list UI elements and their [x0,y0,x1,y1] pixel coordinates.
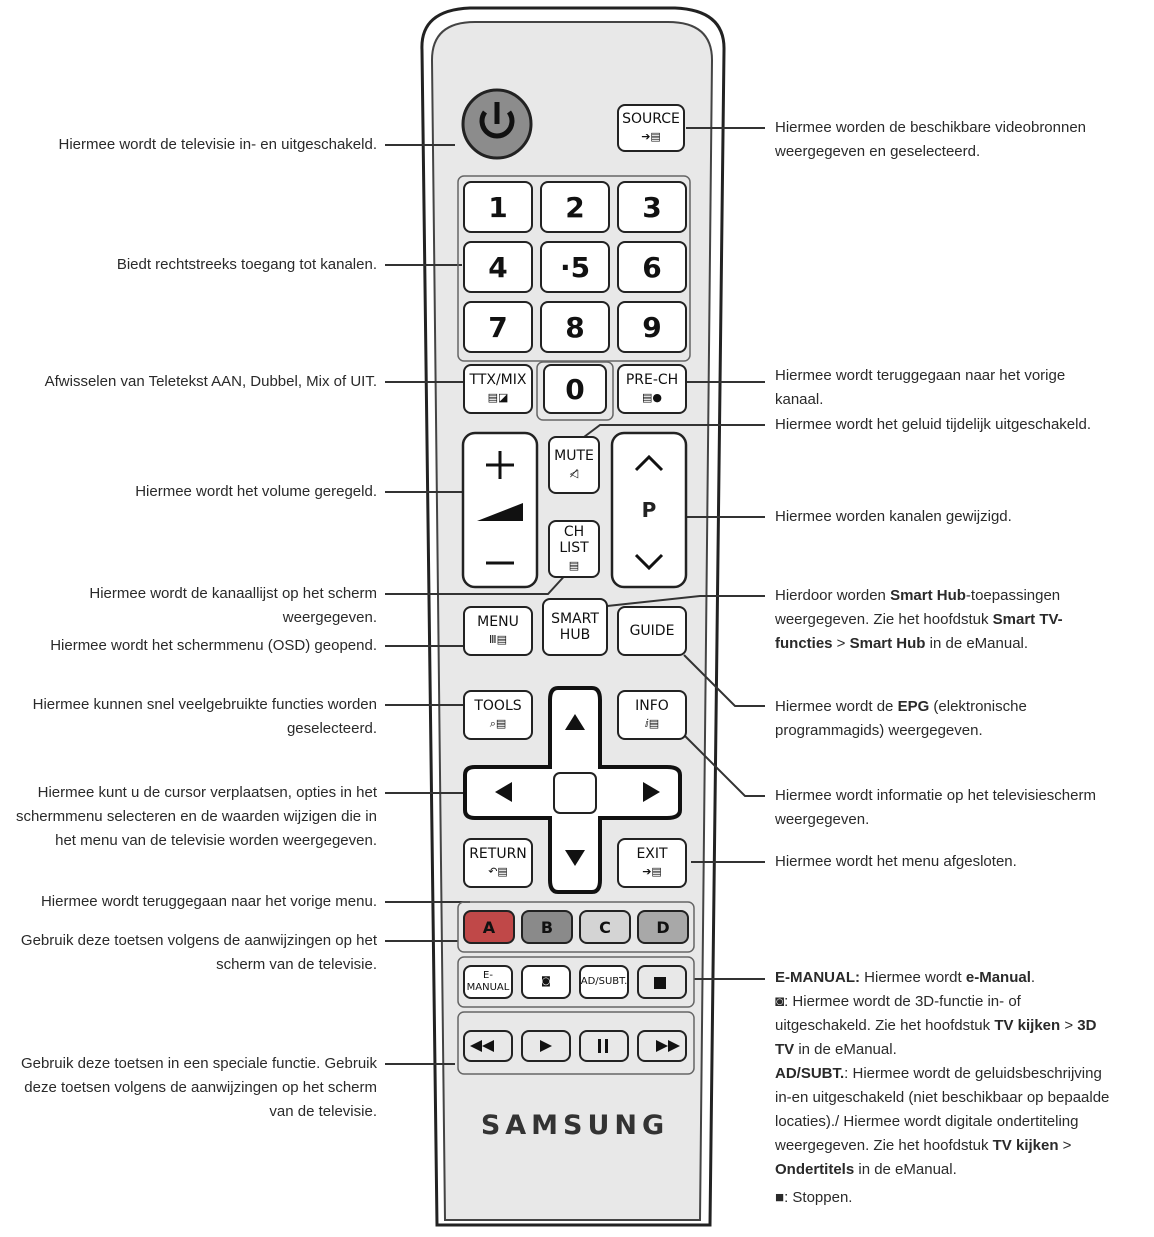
ch-list-button[interactable]: CH LIST ▤ [548,520,600,578]
channel-p-label: P [641,498,657,522]
3d-glasses-icon: ◙ [541,976,551,987]
3d-icon: ◙ [775,993,785,1010]
key-4[interactable]: 4 [463,241,533,293]
exit-button[interactable]: EXIT ➔▤ [617,838,687,888]
label-teletext: Afwisselen van Teletekst AAN, Dubbel, Mix of UIT. [44,373,377,390]
ttx-mix-button[interactable]: TTX/MIX ▤◪ [463,364,533,414]
key-7[interactable]: 7 [463,301,533,353]
label-return: Hiermee wordt teruggegaan naar het vorige menu. [40,893,377,910]
label-mute: Hiermee wordt het geluid tijdelijk uitgeschakeld. [775,416,1091,433]
color-key-a[interactable]: A [463,910,515,944]
e-manual-button[interactable]: E-MANUAL [463,965,513,999]
menu-button[interactable]: MENU Ⅲ▤ [463,606,533,656]
color-key-b[interactable]: B [521,910,573,944]
color-key-d[interactable]: D [637,910,689,944]
label-tools: Hiermee kunnen snel veelgebruikte functies worden geselecteerd. [32,696,377,737]
brand-logo: SAMSUNG [480,1110,670,1141]
pause-button[interactable] [579,1030,629,1062]
source-button[interactable]: SOURCE ➔▤ [617,104,685,152]
key-2[interactable]: 2 [540,181,610,233]
guide-button[interactable]: GUIDE [617,606,687,656]
label-exit: Hiermee wordt het menu afgesloten. [775,853,1017,870]
label-channels: Biedt rechtstreeks toegang tot kanalen. [116,256,377,273]
smart-hub-button[interactable]: SMART HUB [542,598,608,656]
label-volume: Hiermee wordt het volume geregeld. [135,483,377,500]
tools-button[interactable]: TOOLS ⌕▤ [463,690,533,740]
key-0[interactable]: 0 [543,364,607,414]
label-power: Hiermee wordt de televisie in- en uitgeschakeld. [58,136,377,153]
color-key-c[interactable]: C [579,910,631,944]
label-cursor: Hiermee kunt u de cursor verplaatsen, opties in het schermmenu selecteren en de waarden wijzigen die in het menu van de televisie worden weergegeven. [15,784,377,849]
key-3[interactable]: 3 [617,181,687,233]
key-6[interactable]: 6 [617,241,687,293]
label-menu: Hiermee wordt het schermmenu (OSD) geopend. [50,637,377,654]
info-button[interactable]: INFO ⅈ▤ [617,690,687,740]
label-color-keys: Gebruik deze toetsen volgens de aanwijzingen op het scherm van de televisie. [20,932,377,973]
fast-forward-button[interactable] [637,1030,687,1062]
ad-subt-button[interactable]: AD/SUBT. [579,965,629,999]
label-info: Hiermee wordt informatie op het televisiescherm weergegeven. [775,787,1096,828]
play-button[interactable] [521,1030,571,1062]
label-bottom-keys: E-MANUAL: Hiermee wordt e-Manual. ◙: Hiermee wordt de 3D-functie in- of uitgeschakeld. Zie het hoofdstuk TV kijken > 3D TV in de eManual. AD/SUBT.: Hiermee wordt de geluidsbeschrijving in-en uitgeschakeld (niet beschikbaar op bepaalde locaties)./ Hiermee wordt digitale ondertiteling weergegeven. Zie het hoofdstuk TV kijken > Ondertitels in de eManual. ■: Stoppen. [775,969,1110,1206]
key-9[interactable]: 9 [617,301,687,353]
label-channel: Hiermee worden kanalen gewijzigd. [775,508,1012,525]
3d-button[interactable] [521,965,571,999]
key-5[interactable]: ·5 [540,241,610,293]
stop-icon: ■ [775,1189,785,1206]
pre-ch-button[interactable]: PRE-CH ▤● [617,364,687,414]
label-epg: Hiermee wordt de EPG (elektronische programmagids) weergegeven. [775,698,1027,739]
label-prech: Hiermee wordt teruggegaan naar het vorige kanaal. [775,367,1066,408]
key-8[interactable]: 8 [540,301,610,353]
label-smarthub: Hierdoor worden Smart Hub-toepassingen weergegeven. Zie het hoofdstuk Smart TV- functies > Smart Hub in de eManual. [775,587,1063,652]
label-source: Hiermee worden de beschikbare videobronnen weergegeven en geselecteerd. [775,119,1087,160]
mute-button[interactable]: MUTE ◁̸ [548,436,600,494]
label-chlist: Hiermee wordt de kanaallijst op het scherm weergegeven. [89,585,377,626]
label-special: Gebruik deze toetsen in een speciale functie. Gebruik deze toetsen volgens de aanwijzingen op het scherm van de televisie. [20,1055,377,1120]
key-1[interactable]: 1 [463,181,533,233]
stop-button[interactable] [637,965,687,999]
rewind-button[interactable] [463,1030,513,1062]
return-button[interactable]: RETURN ↶▤ [463,838,533,888]
